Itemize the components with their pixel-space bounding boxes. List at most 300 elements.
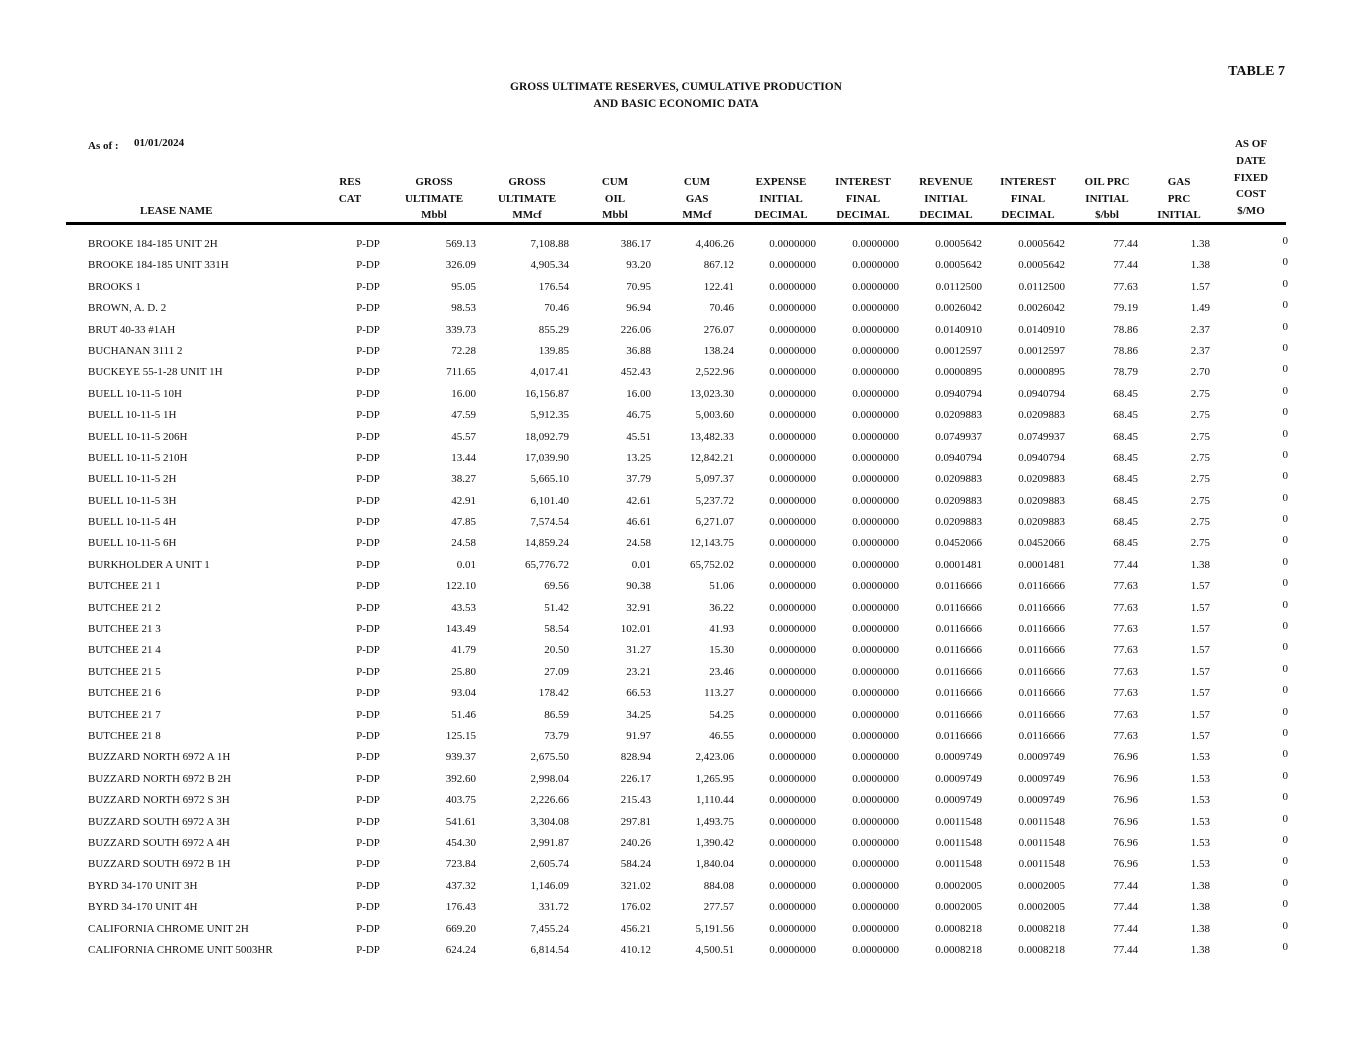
- expense-initial-cell: 0.0000000: [769, 473, 816, 486]
- cum-gas-cell: 1,840.04: [695, 858, 734, 871]
- cum-oil-cell: 226.17: [620, 772, 651, 785]
- gas-price-cell: 2.37: [1190, 344, 1210, 357]
- cum-oil-cell: 386.17: [620, 238, 651, 250]
- lease-name-cell: BUELL 10-11-5 2H: [88, 473, 177, 486]
- oil-price-cell: 77.44: [1113, 259, 1138, 272]
- gross-ultimate-oil-cell: 47.59: [451, 409, 476, 422]
- expense-initial-cell: 0.0000000: [769, 858, 816, 871]
- gross-ultimate-oil-cell: 41.79: [451, 644, 476, 657]
- cum-oil-cell: 34.25: [626, 708, 651, 721]
- cum-oil-cell: 66.53: [626, 687, 651, 700]
- revenue-initial-cell: 0.0002005: [935, 901, 982, 914]
- table-row: [0, 300, 1365, 321]
- oil-price-cell: 76.96: [1113, 751, 1138, 764]
- gas-price-cell: 1.53: [1190, 858, 1210, 871]
- cum-oil-cell: 96.94: [626, 302, 651, 315]
- fixed-cost-cell: 0: [1282, 855, 1288, 868]
- lease-name-cell: BUELL 10-11-5 1H: [88, 409, 177, 422]
- interest-final-2-cell: 0.0116666: [1018, 687, 1065, 700]
- cum-gas-cell: 5,097.37: [695, 473, 734, 486]
- lease-name-cell: BUZZARD NORTH 6972 B 2H: [88, 772, 231, 785]
- res-cat-cell: P-DP: [356, 344, 380, 357]
- revenue-initial-cell: 0.0209883: [935, 516, 982, 529]
- res-cat-cell: P-DP: [356, 751, 380, 764]
- header-cum-oil: CUM OIL Mbbl: [601, 176, 629, 221]
- cum-oil-cell: 321.02: [620, 879, 651, 892]
- cum-oil-cell: 46.75: [626, 409, 651, 422]
- gas-price-cell: 2.75: [1190, 387, 1210, 400]
- cum-oil-cell: 91.97: [626, 729, 651, 742]
- res-cat-cell: P-DP: [356, 729, 380, 742]
- revenue-initial-cell: 0.0011548: [935, 836, 982, 849]
- cum-oil-cell: 828.94: [620, 751, 651, 764]
- oil-price-cell: 76.96: [1113, 794, 1138, 807]
- res-cat-cell: P-DP: [356, 922, 380, 935]
- gross-ultimate-gas-cell: 3,304.08: [530, 815, 569, 828]
- res-cat-cell: P-DP: [356, 494, 380, 507]
- gross-ultimate-gas-cell: 331.72: [538, 901, 569, 914]
- report-title-line-2: AND BASIC ECONOMIC DATA: [593, 98, 759, 110]
- gas-price-cell: 2.75: [1190, 494, 1210, 507]
- res-cat-cell: P-DP: [356, 772, 380, 785]
- lease-name-cell: BROOKE 184-185 UNIT 331H: [88, 259, 229, 272]
- res-cat-cell: P-DP: [356, 238, 380, 250]
- fixed-cost-cell: 0: [1282, 769, 1288, 782]
- cum-oil-cell: 102.01: [620, 623, 651, 636]
- interest-final-1-cell: 0.0000000: [852, 516, 899, 529]
- interest-final-2-cell: 0.0116666: [1018, 580, 1065, 593]
- oil-price-cell: 68.45: [1113, 409, 1138, 422]
- oil-price-cell: 77.63: [1113, 601, 1138, 614]
- cum-gas-cell: 51.06: [709, 580, 734, 593]
- gross-ultimate-oil-cell: 437.32: [445, 879, 476, 892]
- interest-final-1-cell: 0.0000000: [852, 729, 899, 742]
- cum-gas-cell: 70.46: [709, 302, 734, 315]
- cum-oil-cell: 297.81: [620, 815, 651, 828]
- gas-price-cell: 1.57: [1190, 687, 1210, 700]
- gas-price-cell: 2.75: [1190, 451, 1210, 464]
- gross-ultimate-oil-cell: 669.20: [445, 922, 476, 935]
- fixed-cost-cell: 0: [1282, 406, 1288, 419]
- gross-ultimate-gas-cell: 139.85: [538, 344, 569, 357]
- gross-ultimate-oil-cell: 125.15: [445, 729, 476, 742]
- revenue-initial-cell: 0.0116666: [935, 708, 982, 721]
- oil-price-cell: 77.63: [1113, 665, 1138, 678]
- gross-ultimate-gas-cell: 2,226.66: [530, 794, 569, 807]
- table-row: [0, 364, 1365, 385]
- oil-price-cell: 77.63: [1113, 580, 1138, 593]
- lease-name-cell: BUELL 10-11-5 206H: [88, 430, 188, 443]
- expense-initial-cell: 0.0000000: [769, 409, 816, 422]
- expense-initial-cell: 0.0000000: [769, 344, 816, 357]
- revenue-initial-cell: 0.0026042: [935, 302, 982, 315]
- table-row: [0, 728, 1365, 749]
- expense-initial-cell: 0.0000000: [769, 794, 816, 807]
- res-cat-cell: P-DP: [356, 323, 380, 336]
- fixed-cost-cell: 0: [1282, 470, 1288, 483]
- expense-initial-cell: 0.0000000: [769, 901, 816, 914]
- cum-gas-cell: 884.08: [703, 879, 734, 892]
- revenue-initial-cell: 0.0209883: [935, 473, 982, 486]
- revenue-initial-cell: 0.0001481: [935, 558, 982, 571]
- header-cum-gas: CUM GAS MMcf: [682, 176, 712, 221]
- lease-name-cell: BYRD 34-170 UNIT 3H: [88, 879, 198, 892]
- expense-initial-cell: 0.0000000: [769, 558, 816, 571]
- revenue-initial-cell: 0.0116666: [935, 729, 982, 742]
- expense-initial-cell: 0.0000000: [769, 601, 816, 614]
- interest-final-1-cell: 0.0000000: [852, 879, 899, 892]
- revenue-initial-cell: 0.0116666: [935, 580, 982, 593]
- lease-name-cell: CALIFORNIA CHROME UNIT 2H: [88, 922, 249, 935]
- expense-initial-cell: 0.0000000: [769, 687, 816, 700]
- lease-name-cell: BURKHOLDER A UNIT 1: [88, 558, 210, 571]
- cum-gas-cell: 277.57: [703, 901, 734, 914]
- lease-name-cell: BUCKEYE 55-1-28 UNIT 1H: [88, 366, 223, 379]
- oil-price-cell: 77.63: [1113, 729, 1138, 742]
- res-cat-cell: P-DP: [356, 387, 380, 400]
- gas-price-cell: 1.53: [1190, 751, 1210, 764]
- fixed-cost-cell: 0: [1282, 898, 1288, 911]
- fixed-cost-cell: 0: [1282, 662, 1288, 675]
- gross-ultimate-gas-cell: 73.79: [544, 729, 569, 742]
- res-cat-cell: P-DP: [356, 794, 380, 807]
- gross-ultimate-gas-cell: 58.54: [544, 623, 569, 636]
- table-row: [0, 856, 1365, 877]
- interest-final-1-cell: 0.0000000: [852, 601, 899, 614]
- table-row: [0, 386, 1365, 407]
- interest-final-1-cell: 0.0000000: [852, 344, 899, 357]
- as-of-date: 01/01/2024: [134, 137, 185, 149]
- header-interest-final-1: INTEREST FINAL DECIMAL: [835, 176, 891, 221]
- oil-price-cell: 68.45: [1113, 516, 1138, 529]
- cum-oil-cell: 45.51: [626, 430, 651, 443]
- res-cat-cell: P-DP: [356, 644, 380, 657]
- data-table-body: [0, 236, 1365, 963]
- gas-price-cell: 1.38: [1190, 238, 1210, 250]
- lease-name-cell: BUZZARD NORTH 6972 A 1H: [88, 751, 231, 764]
- revenue-initial-cell: 0.0009749: [935, 751, 982, 764]
- gross-ultimate-oil-cell: 454.30: [445, 836, 476, 849]
- fixed-cost-cell: 0: [1282, 876, 1288, 889]
- table-row: [0, 685, 1365, 706]
- cum-gas-cell: 65,752.02: [690, 558, 734, 571]
- interest-final-1-cell: 0.0000000: [852, 815, 899, 828]
- interest-final-2-cell: 0.0005642: [1018, 238, 1065, 250]
- gross-ultimate-oil-cell: 403.75: [445, 794, 476, 807]
- cum-oil-cell: 13.25: [626, 451, 651, 464]
- gross-ultimate-gas-cell: 2,605.74: [530, 858, 569, 871]
- gross-ultimate-gas-cell: 178.42: [538, 687, 569, 700]
- res-cat-cell: P-DP: [356, 687, 380, 700]
- res-cat-cell: P-DP: [356, 451, 380, 464]
- gross-ultimate-oil-cell: 0.01: [456, 558, 476, 571]
- gross-ultimate-gas-cell: 855.29: [538, 323, 569, 336]
- gross-ultimate-oil-cell: 47.85: [451, 516, 476, 529]
- fixed-cost-cell: 0: [1282, 513, 1288, 526]
- expense-initial-cell: 0.0000000: [769, 943, 816, 956]
- interest-final-2-cell: 0.0011548: [1018, 836, 1065, 849]
- res-cat-cell: P-DP: [356, 409, 380, 422]
- lease-name-cell: BRUT 40-33 #1AH: [88, 323, 176, 336]
- res-cat-cell: P-DP: [356, 836, 380, 849]
- table-row: [0, 921, 1365, 942]
- fixed-cost-cell: 0: [1282, 555, 1288, 568]
- revenue-initial-cell: 0.0012597: [935, 344, 982, 357]
- revenue-initial-cell: 0.0005642: [935, 259, 982, 272]
- res-cat-cell: P-DP: [356, 430, 380, 443]
- revenue-initial-cell: 0.0116666: [935, 665, 982, 678]
- res-cat-cell: P-DP: [356, 516, 380, 529]
- expense-initial-cell: 0.0000000: [769, 451, 816, 464]
- expense-initial-cell: 0.0000000: [769, 879, 816, 892]
- interest-final-2-cell: 0.0112500: [1018, 280, 1065, 293]
- revenue-initial-cell: 0.0209883: [935, 409, 982, 422]
- table-row: [0, 578, 1365, 599]
- gas-price-cell: 2.37: [1190, 323, 1210, 336]
- res-cat-cell: P-DP: [356, 302, 380, 315]
- interest-final-2-cell: 0.0008218: [1018, 922, 1065, 935]
- revenue-initial-cell: 0.0009749: [935, 794, 982, 807]
- gross-ultimate-gas-cell: 18,092.79: [525, 430, 569, 443]
- interest-final-1-cell: 0.0000000: [852, 794, 899, 807]
- expense-initial-cell: 0.0000000: [769, 580, 816, 593]
- gross-ultimate-oil-cell: 16.00: [451, 387, 476, 400]
- expense-initial-cell: 0.0000000: [769, 302, 816, 315]
- cum-gas-cell: 1,493.75: [695, 815, 734, 828]
- interest-final-1-cell: 0.0000000: [852, 323, 899, 336]
- oil-price-cell: 77.44: [1113, 922, 1138, 935]
- interest-final-2-cell: 0.0209883: [1018, 473, 1065, 486]
- gross-ultimate-oil-cell: 25.80: [451, 665, 476, 678]
- revenue-initial-cell: 0.0002005: [935, 879, 982, 892]
- gross-ultimate-gas-cell: 2,998.04: [530, 772, 569, 785]
- interest-final-1-cell: 0.0000000: [852, 494, 899, 507]
- revenue-initial-cell: 0.0452066: [935, 537, 982, 550]
- lease-name-cell: BUZZARD SOUTH 6972 B 1H: [88, 858, 231, 871]
- table-row: [0, 600, 1365, 621]
- fixed-cost-cell: 0: [1282, 256, 1288, 269]
- lease-name-cell: BUCHANAN 3111 2: [88, 344, 183, 357]
- cum-gas-cell: 54.25: [709, 708, 734, 721]
- as-of-label: As of :: [88, 140, 119, 152]
- expense-initial-cell: 0.0000000: [769, 238, 816, 250]
- res-cat-cell: P-DP: [356, 280, 380, 293]
- interest-final-1-cell: 0.0000000: [852, 943, 899, 956]
- interest-final-2-cell: 0.0116666: [1018, 623, 1065, 636]
- gross-ultimate-gas-cell: 14,859.24: [525, 537, 569, 550]
- gross-ultimate-oil-cell: 143.49: [445, 623, 476, 636]
- interest-final-2-cell: 0.0209883: [1018, 409, 1065, 422]
- gross-ultimate-gas-cell: 16,156.87: [525, 387, 569, 400]
- interest-final-2-cell: 0.0940794: [1018, 451, 1065, 464]
- revenue-initial-cell: 0.0209883: [935, 494, 982, 507]
- revenue-initial-cell: 0.0116666: [935, 623, 982, 636]
- header-interest-final-2: INTEREST FINAL DECIMAL: [1000, 176, 1056, 221]
- table-row: [0, 899, 1365, 920]
- gross-ultimate-gas-cell: 65,776.72: [525, 558, 569, 571]
- gross-ultimate-oil-cell: 51.46: [451, 708, 476, 721]
- interest-final-1-cell: 0.0000000: [852, 280, 899, 293]
- gas-price-cell: 2.70: [1190, 366, 1210, 379]
- cum-oil-cell: 42.61: [626, 494, 651, 507]
- cum-oil-cell: 584.24: [620, 858, 651, 871]
- cum-oil-cell: 0.01: [631, 558, 651, 571]
- table-row: [0, 535, 1365, 556]
- cum-gas-cell: 2,423.06: [695, 751, 734, 764]
- interest-final-1-cell: 0.0000000: [852, 259, 899, 272]
- revenue-initial-cell: 0.0008218: [935, 922, 982, 935]
- gross-ultimate-oil-cell: 42.91: [451, 494, 476, 507]
- gross-ultimate-oil-cell: 326.09: [445, 259, 476, 272]
- gross-ultimate-oil-cell: 569.13: [445, 238, 476, 250]
- oil-price-cell: 68.45: [1113, 537, 1138, 550]
- revenue-initial-cell: 0.0009749: [935, 772, 982, 785]
- cum-gas-cell: 1,390.42: [695, 836, 734, 849]
- lease-name-cell: BUELL 10-11-5 4H: [88, 516, 177, 529]
- gross-ultimate-gas-cell: 4,905.34: [530, 259, 569, 272]
- fixed-cost-cell: 0: [1282, 726, 1288, 739]
- res-cat-cell: P-DP: [356, 601, 380, 614]
- cum-gas-cell: 6,271.07: [695, 516, 734, 529]
- expense-initial-cell: 0.0000000: [769, 387, 816, 400]
- cum-oil-cell: 410.12: [620, 943, 651, 956]
- lease-name-cell: BUTCHEE 21 7: [88, 708, 161, 721]
- cum-gas-cell: 41.93: [709, 623, 734, 636]
- table-row: [0, 343, 1365, 364]
- table-row: [0, 471, 1365, 492]
- revenue-initial-cell: 0.0116666: [935, 687, 982, 700]
- table-row: [0, 749, 1365, 770]
- gross-ultimate-gas-cell: 6,814.54: [530, 943, 569, 956]
- lease-name-cell: BUELL 10-11-5 210H: [88, 451, 188, 464]
- header-expense-initial: EXPENSE INITIAL DECIMAL: [754, 176, 808, 221]
- gas-price-cell: 1.38: [1190, 259, 1210, 272]
- fixed-cost-cell: 0: [1282, 534, 1288, 547]
- fixed-cost-cell: 0: [1282, 427, 1288, 440]
- gross-ultimate-oil-cell: 176.43: [445, 901, 476, 914]
- gross-ultimate-oil-cell: 939.37: [445, 751, 476, 764]
- oil-price-cell: 78.86: [1113, 323, 1138, 336]
- res-cat-cell: P-DP: [356, 580, 380, 593]
- expense-initial-cell: 0.0000000: [769, 836, 816, 849]
- cum-oil-cell: 36.88: [626, 344, 651, 357]
- interest-final-1-cell: 0.0000000: [852, 238, 899, 250]
- expense-initial-cell: 0.0000000: [769, 537, 816, 550]
- table-row: [0, 557, 1365, 578]
- cum-oil-cell: 452.43: [620, 366, 651, 379]
- oil-price-cell: 77.44: [1113, 901, 1138, 914]
- revenue-initial-cell: 0.0749937: [935, 430, 982, 443]
- table-row: [0, 814, 1365, 835]
- table-row: [0, 792, 1365, 813]
- interest-final-2-cell: 0.0116666: [1018, 644, 1065, 657]
- expense-initial-cell: 0.0000000: [769, 922, 816, 935]
- interest-final-1-cell: 0.0000000: [852, 430, 899, 443]
- lease-name-cell: BUTCHEE 21 3: [88, 623, 161, 636]
- interest-final-2-cell: 0.0009749: [1018, 751, 1065, 764]
- interest-final-1-cell: 0.0000000: [852, 473, 899, 486]
- gross-ultimate-gas-cell: 69.56: [544, 580, 569, 593]
- cum-gas-cell: 1,110.44: [695, 794, 734, 807]
- cum-oil-cell: 456.21: [620, 922, 651, 935]
- res-cat-cell: P-DP: [356, 623, 380, 636]
- gas-price-cell: 1.57: [1190, 708, 1210, 721]
- table-row: [0, 621, 1365, 642]
- gross-ultimate-gas-cell: 27.09: [544, 665, 569, 678]
- gas-price-cell: 1.38: [1190, 558, 1210, 571]
- gas-price-cell: 1.53: [1190, 836, 1210, 849]
- gas-price-cell: 1.57: [1190, 580, 1210, 593]
- res-cat-cell: P-DP: [356, 858, 380, 871]
- cum-gas-cell: 5,003.60: [695, 409, 734, 422]
- res-cat-cell: P-DP: [356, 815, 380, 828]
- interest-final-2-cell: 0.0011548: [1018, 858, 1065, 871]
- interest-final-2-cell: 0.0209883: [1018, 494, 1065, 507]
- gross-ultimate-gas-cell: 5,912.35: [530, 409, 569, 422]
- oil-price-cell: 77.44: [1113, 943, 1138, 956]
- interest-final-1-cell: 0.0000000: [852, 665, 899, 678]
- table-label: TABLE 7: [1228, 64, 1285, 79]
- cum-gas-cell: 5,191.56: [695, 922, 734, 935]
- table-row: [0, 322, 1365, 343]
- expense-initial-cell: 0.0000000: [769, 751, 816, 764]
- gross-ultimate-oil-cell: 624.24: [445, 943, 476, 956]
- gross-ultimate-oil-cell: 541.61: [445, 815, 476, 828]
- gross-ultimate-gas-cell: 1,146.09: [530, 879, 569, 892]
- gas-price-cell: 1.57: [1190, 665, 1210, 678]
- expense-initial-cell: 0.0000000: [769, 729, 816, 742]
- lease-name-cell: BUELL 10-11-5 6H: [88, 537, 177, 550]
- table-row: [0, 493, 1365, 514]
- fixed-cost-cell: 0: [1282, 320, 1288, 333]
- expense-initial-cell: 0.0000000: [769, 708, 816, 721]
- interest-final-1-cell: 0.0000000: [852, 558, 899, 571]
- fixed-cost-cell: 0: [1282, 384, 1288, 397]
- gross-ultimate-gas-cell: 4,017.41: [530, 366, 569, 379]
- gas-price-cell: 1.57: [1190, 623, 1210, 636]
- res-cat-cell: P-DP: [356, 558, 380, 571]
- fixed-cost-cell: 0: [1282, 684, 1288, 697]
- revenue-initial-cell: 0.0011548: [935, 858, 982, 871]
- cum-gas-cell: 36.22: [709, 601, 734, 614]
- oil-price-cell: 78.86: [1113, 344, 1138, 357]
- interest-final-2-cell: 0.0001481: [1018, 558, 1065, 571]
- expense-initial-cell: 0.0000000: [769, 623, 816, 636]
- gross-ultimate-gas-cell: 7,108.88: [530, 238, 569, 250]
- lease-name-cell: BUZZARD NORTH 6972 S 3H: [88, 794, 230, 807]
- table-row: [0, 878, 1365, 899]
- gas-price-cell: 1.53: [1190, 815, 1210, 828]
- gross-ultimate-oil-cell: 93.04: [451, 687, 476, 700]
- header-divider: [66, 222, 1286, 225]
- gas-price-cell: 1.57: [1190, 601, 1210, 614]
- fixed-cost-cell: 0: [1282, 620, 1288, 633]
- table-row: [0, 771, 1365, 792]
- cum-gas-cell: 13,023.30: [690, 387, 734, 400]
- gross-ultimate-gas-cell: 176.54: [538, 280, 569, 293]
- fixed-cost-cell: 0: [1282, 299, 1288, 312]
- lease-name-cell: BUTCHEE 21 8: [88, 729, 161, 742]
- table-row: [0, 257, 1365, 278]
- gross-ultimate-oil-cell: 122.10: [445, 580, 476, 593]
- revenue-initial-cell: 0.0008218: [935, 943, 982, 956]
- cum-gas-cell: 13,482.33: [690, 430, 734, 443]
- interest-final-1-cell: 0.0000000: [852, 901, 899, 914]
- lease-name-cell: BUELL 10-11-5 10H: [88, 387, 182, 400]
- cum-gas-cell: 23.46: [709, 665, 734, 678]
- res-cat-cell: P-DP: [356, 943, 380, 956]
- interest-final-1-cell: 0.0000000: [852, 772, 899, 785]
